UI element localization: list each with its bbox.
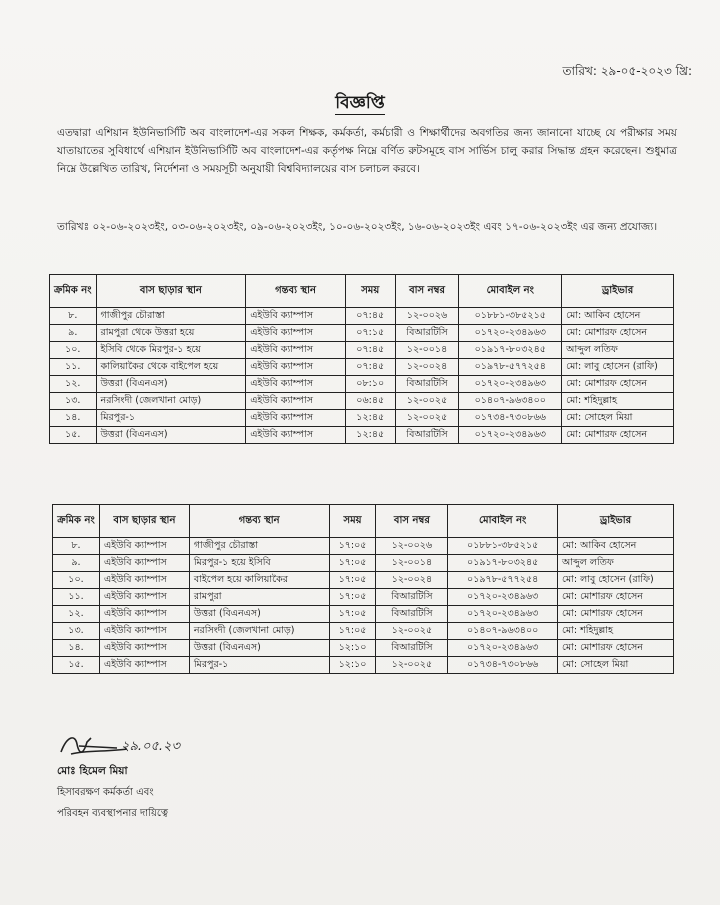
- table-cell: ৯.: [53, 555, 100, 572]
- table-cell: বিআরটিসি: [376, 640, 448, 657]
- table-cell: ১০.: [53, 572, 100, 589]
- table-cell: মিরপুর-১ হয়ে ইসিবি: [189, 555, 329, 572]
- table-cell: আব্দুল লতিফ: [558, 555, 674, 572]
- column-header: ড্রাইভার: [558, 505, 674, 538]
- applicable-dates: তারিখঃ ০২-০৬-২০২৩ইং, ০৩-০৬-২০২৩ইং, ০৯-০৬-২০২৩ইং, ১০-০৬-২০২৩ইং, ১৬-০৬-২০২৩ইং এবং ১৭-০৬-২০২৩ইং এর জন্য প্রযোজ্য।: [57, 221, 658, 233]
- table-row: [53, 623, 674, 640]
- table-row: [53, 589, 674, 606]
- table-cell: উত্তরা (বিএনএস): [96, 376, 246, 393]
- table-cell: রামপুরা থেকে উত্তরা হয়ে: [96, 325, 246, 342]
- column-header: ক্রমিক নং: [53, 505, 100, 538]
- table-cell: ০১৯১৭-৮০৩২৪৫: [448, 555, 558, 572]
- table-cell: ০১৭২০-২৩৪৯৬৩: [459, 376, 562, 393]
- table-cell: এইউবি ক্যাম্পাস: [246, 393, 346, 410]
- table-cell: ০১৪০৭-৯৬৩৪০০: [459, 393, 562, 410]
- table-cell: মো: সোহেল মিয়া: [558, 657, 674, 674]
- table-cell: ০১৪০৭-৯৬৩৪০০: [448, 623, 558, 640]
- column-header: সময়: [329, 505, 376, 538]
- table-cell: ১৭:০৫: [329, 623, 376, 640]
- table-cell: ০৮:১০: [345, 376, 395, 393]
- table-cell: নরসিংদী (জেলখানা মোড়): [189, 623, 329, 640]
- table-cell: ০১৯৭৮-৫৭৭২৫৪: [448, 572, 558, 589]
- table-cell: ১২-০০২৬: [395, 308, 459, 325]
- table-cell: এইউবি ক্যাম্পাস: [99, 555, 189, 572]
- table-cell: এইউবি ক্যাম্পাস: [246, 427, 346, 444]
- table-row: [53, 538, 674, 555]
- table-cell: ১৩.: [53, 623, 100, 640]
- table-header-row: [53, 505, 674, 538]
- column-header: মোবাইল নং: [459, 275, 562, 308]
- table-cell: ১২-০০২৬: [376, 538, 448, 555]
- table-cell: ১২-০০২৫: [395, 393, 459, 410]
- column-header: সময়: [345, 275, 395, 308]
- table-cell: মিরপুর-১: [96, 410, 246, 427]
- table-cell: গাজীপুর চৌরাস্তা: [189, 538, 329, 555]
- table-cell: মো: লাবু হোসেন (রাফি): [562, 359, 674, 376]
- table-cell: বিআরটিসি: [395, 325, 459, 342]
- table-cell: ১৪.: [50, 410, 97, 427]
- notice-paragraph: এতদ্বারা এশিয়ান ইউনিভার্সিটি অব বাংলাদেশ-এর সকল শিক্ষক, কর্মকর্তা, কর্মচারী ও শিক্ষার্থীদের অবগতির জন্য জানানো যাচ্ছে যে পরীক্ষার সময় যাতায়াতের সুবিধার্থে এশিয়ান ইউনিভার্সিটি অব বাংলাদেশ-এর কর্তৃপক্ষ নিম্নে বর্ণিত রুটসমূহে বাস সার্ভিস চালু করার সিদ্ধান্ত গ্রহন করেছেন। শুধুমাত্র নিম্নে উল্লেখিত তারিখ, নির্দেশনা ও সময়সূচী অনুযায়ী বিশ্ববিদ্যালয়ের বাস চলাচল করবে।: [57, 127, 677, 175]
- table-header-row: [50, 275, 674, 308]
- table-cell: এইউবি ক্যাম্পাস: [99, 572, 189, 589]
- column-header: বাস নম্বর: [395, 275, 459, 308]
- column-header: মোবাইল নং: [448, 505, 558, 538]
- table-cell: ০৭:৪৫: [345, 342, 395, 359]
- table-cell: এইউবি ক্যাম্পাস: [99, 606, 189, 623]
- table-cell: ১২:৪৫: [345, 410, 395, 427]
- table-cell: ০১৭৩৪-৭৩০৮৬৬: [459, 410, 562, 427]
- table-cell: ০৭:১৫: [345, 325, 395, 342]
- table-cell: ০১৭২০-২৩৪৯৬৩: [448, 606, 558, 623]
- table-cell: ১৭:০৫: [329, 555, 376, 572]
- column-header: ক্রমিক নং: [50, 275, 97, 308]
- table-cell: ১৪.: [53, 640, 100, 657]
- table-cell: বিআরটিসি: [395, 427, 459, 444]
- table-cell: ১১.: [53, 589, 100, 606]
- column-header: বাস নম্বর: [376, 505, 448, 538]
- table-row: [53, 555, 674, 572]
- table-cell: ০১৯৭৮-৫৭৭২৫৪: [459, 359, 562, 376]
- table-cell: উত্তরা (বিএনএস): [189, 640, 329, 657]
- table-cell: ০১৭২০-২৩৪৯৬৩: [459, 427, 562, 444]
- table-cell: মো: শহিদুল্লাহ: [558, 623, 674, 640]
- table-cell: ০১৭৩৪-৭৩০৮৬৬: [448, 657, 558, 674]
- table-cell: মো: মোশারফ হোসেন: [562, 325, 674, 342]
- table-cell: এইউবি ক্যাম্পাস: [246, 342, 346, 359]
- table-cell: বিআরটিসি: [376, 606, 448, 623]
- table-cell: ১৫.: [50, 427, 97, 444]
- table-row: [53, 640, 674, 657]
- table-row: [53, 606, 674, 623]
- table-cell: মো: সোহেল মিয়া: [562, 410, 674, 427]
- table-cell: ১০.: [50, 342, 97, 359]
- table-cell: মো: মোশারফ হোসেন: [562, 427, 674, 444]
- table-cell: ইসিবি থেকে মিরপুর-১ হয়ে: [96, 342, 246, 359]
- notice-title: [0, 90, 720, 118]
- table-cell: ১২:১০: [329, 640, 376, 657]
- table-cell: ১২.: [53, 606, 100, 623]
- signature-block: [57, 730, 187, 823]
- morning-schedule-table: [49, 274, 674, 444]
- signatory-designation: হিসাবরক্ষণ কর্মকর্তা এবং: [57, 787, 154, 798]
- table-cell: উত্তরা (বিএনএস): [96, 427, 246, 444]
- table-cell: ০৬:৪৫: [345, 393, 395, 410]
- table-cell: ১২.: [50, 376, 97, 393]
- table-cell: মো: মোশারফ হোসেন: [562, 376, 674, 393]
- table-cell: ১২-০০১৪: [376, 555, 448, 572]
- table-cell: ৯.: [50, 325, 97, 342]
- table-row: [50, 427, 674, 444]
- table-cell: উত্তরা (বিএনএস): [189, 606, 329, 623]
- table-cell: ১৫.: [53, 657, 100, 674]
- evening-schedule-table: [52, 504, 674, 674]
- table-cell: মো: শহিদুল্লাহ: [562, 393, 674, 410]
- table-row: [53, 572, 674, 589]
- signature-date: ২৯.০৫.২৩: [121, 739, 180, 754]
- table-cell: এইউবি ক্যাম্পাস: [246, 308, 346, 325]
- table-cell: এইউবি ক্যাম্পাস: [246, 325, 346, 342]
- handwritten-signature: [57, 730, 187, 760]
- table-row: [50, 359, 674, 376]
- table-cell: ১৭:০৫: [329, 606, 376, 623]
- table-cell: ১২-০০১৪: [395, 342, 459, 359]
- table-cell: ১১.: [50, 359, 97, 376]
- table-cell: ০১৭২০-২৩৪৯৬৩: [448, 640, 558, 657]
- table-row: [50, 308, 674, 325]
- table-cell: বিআরটিসি: [395, 376, 459, 393]
- table-cell: ১২-০০২৫: [395, 410, 459, 427]
- table-cell: আব্দুল লতিফ: [562, 342, 674, 359]
- table-cell: মো: মোশারফ হোসেন: [558, 589, 674, 606]
- table-row: [50, 410, 674, 427]
- table-cell: এইউবি ক্যাম্পাস: [99, 538, 189, 555]
- table-cell: এইউবি ক্যাম্পাস: [99, 623, 189, 640]
- table-row: [50, 376, 674, 393]
- table-cell: মো: মোশারফ হোসেন: [558, 606, 674, 623]
- table-cell: ১৭:০৫: [329, 589, 376, 606]
- table-cell: মো: লাবু হোসেন (রাফি): [558, 572, 674, 589]
- table-cell: গাজীপুর চৌরাস্তা: [96, 308, 246, 325]
- table-cell: ০১৮৮১-৩৮৫২১৫: [459, 308, 562, 325]
- table-cell: ০১৮৮১-৩৮৫২১৫: [448, 538, 558, 555]
- table-cell: বিআরটিসি: [376, 589, 448, 606]
- table-cell: ৮.: [53, 538, 100, 555]
- table-cell: মো: আকিব হোসেন: [562, 308, 674, 325]
- table-cell: রামপুরা: [189, 589, 329, 606]
- signatory-name: মোঃ হিমেল মিয়া: [57, 765, 128, 777]
- table-cell: ১২-০০২৪: [376, 572, 448, 589]
- table-cell: মো: আকিব হোসেন: [558, 538, 674, 555]
- column-header: গন্তব্য স্থান: [246, 275, 346, 308]
- notice-date: তারিখ: ২৯-০৫-২০২৩ খ্রি:: [562, 64, 692, 78]
- signature-scribble-icon: [57, 730, 187, 760]
- table-row: [50, 342, 674, 359]
- table-cell: এইউবি ক্যাম্পাস: [99, 589, 189, 606]
- notice-title-text: বিজ্ঞপ্তি: [335, 93, 385, 113]
- table-cell: এইউবি ক্যাম্পাস: [99, 640, 189, 657]
- table-cell: ১৩.: [50, 393, 97, 410]
- table-row: [50, 325, 674, 342]
- table-cell: কালিয়াকৈর থেকে বাইপেল হয়ে: [96, 359, 246, 376]
- table-cell: ০১৭২০-২৩৪৯৬৩: [448, 589, 558, 606]
- table-cell: ১২-০০২৫: [376, 657, 448, 674]
- table-row: [53, 657, 674, 674]
- table-cell: মো: মোশারফ হোসেন: [558, 640, 674, 657]
- table-cell: মিরপুর-১: [189, 657, 329, 674]
- table-cell: ১৭:০৫: [329, 538, 376, 555]
- column-header: বাস ছাড়ার স্থান: [96, 275, 246, 308]
- table-cell: ১৭:০৫: [329, 572, 376, 589]
- table-cell: এইউবি ক্যাম্পাস: [246, 410, 346, 427]
- table-cell: ০৭:৪৫: [345, 308, 395, 325]
- column-header: গন্তব্য স্থান: [189, 505, 329, 538]
- table-cell: ১২-০০২৫: [376, 623, 448, 640]
- table-cell: ০৭:৪৫: [345, 359, 395, 376]
- table-cell: নরসিংদী (জেলখানা মোড়): [96, 393, 246, 410]
- table-cell: এইউবি ক্যাম্পাস: [246, 359, 346, 376]
- table-cell: ০১৯১৭-৮০৩২৪৫: [459, 342, 562, 359]
- signatory-responsibility: পরিবহন ব্যবস্থাপনার দায়িত্বে: [57, 808, 169, 819]
- column-header: ড্রাইভার: [562, 275, 674, 308]
- table-cell: বাইপেল হয়ে কালিয়াকৈর: [189, 572, 329, 589]
- table-cell: ১২:১০: [329, 657, 376, 674]
- table-cell: ১২-০০২৪: [395, 359, 459, 376]
- column-header: বাস ছাড়ার স্থান: [99, 505, 189, 538]
- table-cell: ১২:৪৫: [345, 427, 395, 444]
- table-cell: এইউবি ক্যাম্পাস: [99, 657, 189, 674]
- table-row: [50, 393, 674, 410]
- table-cell: ৮.: [50, 308, 97, 325]
- table-cell: এইউবি ক্যাম্পাস: [246, 376, 346, 393]
- table-cell: ০১৭২০-২৩৪৯৬৩: [459, 325, 562, 342]
